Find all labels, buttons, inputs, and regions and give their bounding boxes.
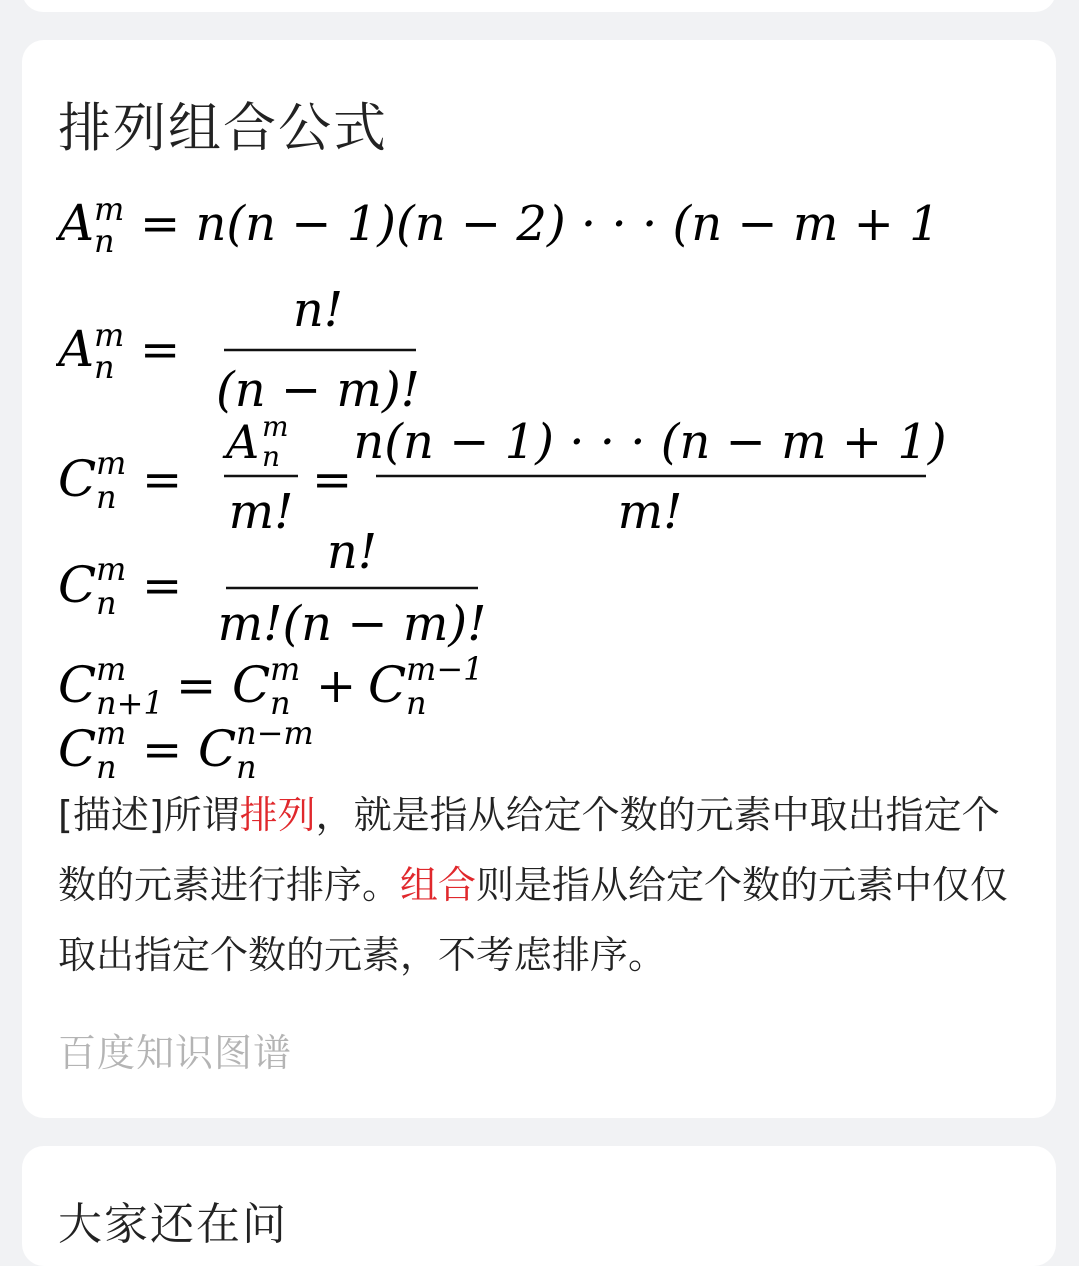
svg-text:m!: m! bbox=[617, 484, 683, 540]
svg-text:=: = bbox=[142, 558, 183, 614]
description-prefix: [描述]所谓 bbox=[58, 793, 240, 837]
svg-text:m: m bbox=[262, 414, 289, 443]
svg-text:=: = bbox=[142, 452, 183, 508]
svg-text:+: + bbox=[316, 658, 357, 714]
formula-permutation-product bbox=[56, 190, 936, 264]
svg-text:n−m: n−m bbox=[236, 718, 314, 752]
svg-text:=: = bbox=[312, 452, 353, 508]
svg-text:A: A bbox=[58, 320, 95, 378]
svg-text:=: = bbox=[176, 658, 217, 714]
svg-text:=: = bbox=[142, 722, 183, 778]
svg-text:C: C bbox=[368, 656, 407, 714]
svg-text:(n − m)!: (n − m)! bbox=[216, 362, 420, 418]
svg-text:n!: n! bbox=[326, 532, 378, 580]
svg-text:= n(n − 1)(n − 2) · · · (n − m: = n(n − 1)(n − 2) · · · (n − m + 1) bbox=[140, 196, 936, 252]
description-text bbox=[58, 780, 1023, 990]
card-title: 排列组合公式 bbox=[58, 98, 388, 159]
formula-permutation-factorial bbox=[56, 282, 476, 426]
formula-card bbox=[22, 40, 1056, 1118]
svg-text:n: n bbox=[96, 478, 117, 516]
svg-text:n+1: n+1 bbox=[96, 684, 164, 720]
svg-text:C: C bbox=[232, 656, 271, 714]
formula-combination-factorial bbox=[56, 532, 516, 656]
term-permutation-link[interactable]: 排列 bbox=[239, 793, 316, 837]
svg-text:m: m bbox=[96, 550, 127, 588]
svg-text:n: n bbox=[94, 348, 115, 386]
svg-text:n: n bbox=[270, 684, 291, 720]
svg-text:A: A bbox=[226, 415, 260, 469]
svg-text:m: m bbox=[96, 444, 127, 482]
svg-text:n!: n! bbox=[292, 282, 344, 338]
svg-text:C: C bbox=[58, 556, 97, 614]
svg-text:m: m bbox=[94, 316, 125, 354]
svg-text:m: m bbox=[94, 190, 125, 228]
formula-pascal-identity bbox=[56, 650, 556, 724]
svg-text:n(n − 1) · · · (n − m + 1): n(n − 1) · · · (n − m + 1) bbox=[353, 414, 947, 470]
description-middle: ，就是指从给定个数的元素中取出指定个数的元素进行排序。 bbox=[58, 793, 1000, 907]
description-suffix: 则是指从给定个数的元素中仅仅取出指定个数的元素，不考虑排序。 bbox=[58, 863, 1009, 977]
svg-text:C: C bbox=[58, 720, 97, 778]
formula-combination-ratio bbox=[56, 414, 956, 548]
svg-text:A: A bbox=[58, 194, 95, 252]
svg-text:=: = bbox=[140, 322, 181, 378]
next-card bbox=[22, 1146, 1056, 1266]
source-label[interactable]: 百度知识图谱 bbox=[58, 1031, 293, 1075]
svg-text:n: n bbox=[262, 440, 281, 473]
svg-text:n: n bbox=[236, 748, 257, 786]
svg-text:C: C bbox=[58, 450, 97, 508]
svg-text:C: C bbox=[198, 720, 237, 778]
term-combination-link[interactable]: 组合 bbox=[400, 863, 477, 907]
svg-text:n: n bbox=[94, 222, 115, 260]
next-card-title: 大家还在问 bbox=[58, 1199, 288, 1250]
svg-text:m: m bbox=[96, 718, 127, 752]
svg-text:n: n bbox=[406, 684, 427, 720]
svg-text:m!(n − m)!: m!(n − m)! bbox=[217, 596, 487, 652]
svg-text:m: m bbox=[270, 650, 301, 688]
previous-card bbox=[22, 0, 1056, 12]
svg-text:m−1: m−1 bbox=[406, 650, 484, 688]
svg-text:m!: m! bbox=[228, 484, 294, 540]
svg-text:n: n bbox=[96, 584, 117, 622]
svg-text:C: C bbox=[58, 656, 97, 714]
svg-text:n: n bbox=[96, 748, 117, 786]
svg-text:m: m bbox=[96, 650, 127, 688]
